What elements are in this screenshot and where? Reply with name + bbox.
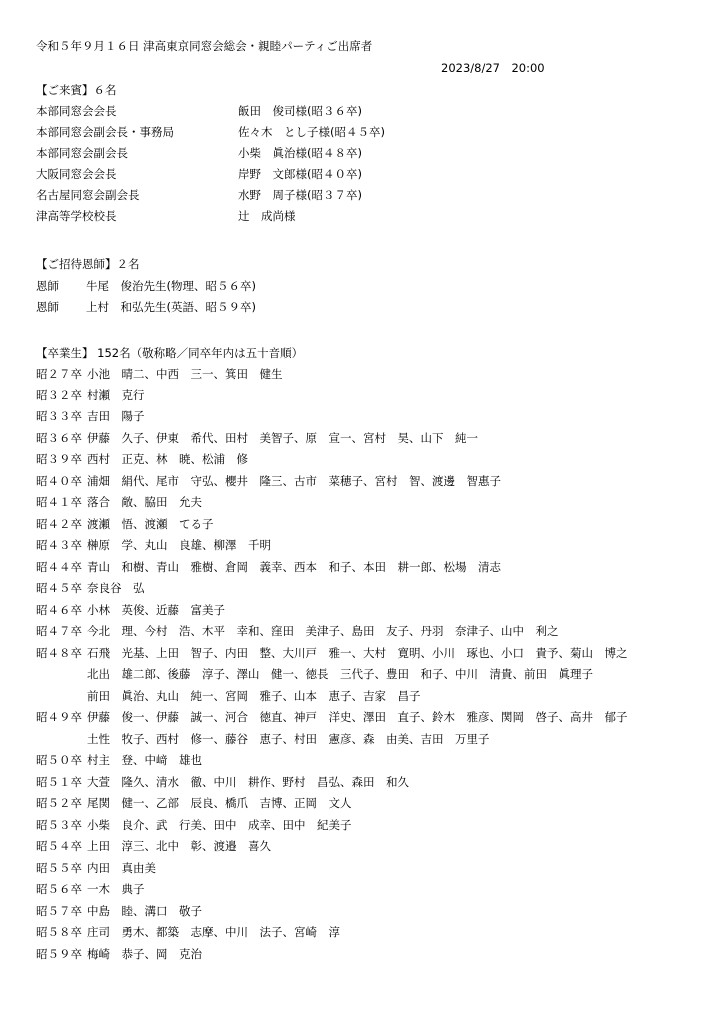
graduate-names: 村主 登、中﨑 雄也: [87, 753, 202, 767]
graduate-names: 浦畑 絹代、尾市 守弘、櫻井 隆三、古市 菜穂子、宮村 智、渡邊 智惠子: [87, 474, 501, 488]
graduation-year: 昭４１卒: [36, 495, 82, 509]
guest-role: 本部同窓会会長: [36, 104, 117, 118]
mentors-heading-text: 【ご招待恩師】２名: [36, 257, 140, 271]
graduate-names: 渡瀬 悟、渡瀬 てる子: [87, 517, 214, 531]
graduation-year: 昭５１卒: [36, 775, 82, 789]
graduation-year: 昭４４卒: [36, 560, 82, 574]
guest-name: 岸野 文郎様(昭４０卒): [238, 167, 362, 181]
graduation-year: 昭４３卒: [36, 538, 82, 552]
graduate-names: 村瀬 克行: [87, 388, 145, 402]
graduate-names: 小池 晴二、中西 三一、箕田 健生: [87, 367, 283, 381]
graduate-names: 梅崎 恭子、岡 克治: [87, 947, 202, 961]
graduation-year: 昭３６卒: [36, 431, 82, 445]
graduate-names: 土性 牧子、西村 修一、藤谷 恵子、村田 憲彦、森 由美、吉田 万里子: [87, 732, 490, 746]
graduation-year: 昭３９卒: [36, 452, 82, 466]
mentor-name: 牛尾 俊治先生(物理、昭５６卒): [86, 279, 256, 293]
graduate-names: 西村 正克、林 暁、松浦 修: [87, 452, 248, 466]
document-datetime: 2023/8/27 20:00: [441, 61, 545, 75]
graduate-names: 石飛 光基、上田 智子、内田 整、大川戸 雅一、大村 寛明、小川 琢也、小口 貴予、菊山 博之: [87, 646, 628, 660]
graduation-year: 昭５５卒: [36, 861, 82, 875]
guest-role: 津高等学校校長: [36, 209, 117, 223]
graduate-names: 尾関 健一、乙部 辰良、橋爪 吉博、正岡 文人: [87, 796, 352, 810]
graduation-year: 昭５２卒: [36, 796, 82, 810]
guests-heading-text: 【ご来賓】６名: [36, 83, 117, 97]
graduation-year: 昭２７卒: [36, 367, 82, 381]
graduate-names: 庄司 勇木、都築 志摩、中川 法子、宮崎 淳: [87, 925, 340, 939]
guest-role: 名古屋同窓会副会長: [36, 188, 140, 202]
graduate-names: 大萱 隆久、清水 徹、中川 耕作、野村 昌弘、森田 和久: [87, 775, 409, 789]
guest-role: 本部同窓会副会長・事務局: [36, 125, 174, 139]
graduation-year: 昭３２卒: [36, 388, 82, 402]
guest-role: 本部同窓会副会長: [36, 146, 128, 160]
graduation-year: 昭５４卒: [36, 839, 82, 853]
guest-role: 大阪同窓会会長: [36, 167, 117, 181]
guest-name: 小柴 眞治様(昭４８卒): [238, 146, 362, 160]
mentor-name: 上村 和弘先生(英語、昭５９卒): [86, 300, 256, 314]
graduate-names: 吉田 陽子: [87, 409, 145, 423]
graduate-names: 伊藤 久子、伊東 希代、田村 美智子、原 宣一、宮村 昊、山下 純一: [87, 431, 478, 445]
graduate-names: 伊藤 俊一、伊藤 誠一、河合 徳直、神戸 洋史、澤田 直子、鈴木 雅彦、関岡 啓子、高井 郁子: [87, 710, 628, 724]
graduate-names: 一木 典子: [87, 882, 145, 896]
graduate-names: 落合 敞、脇田 允夫: [87, 495, 202, 509]
graduate-names: 中島 睦、溝口 敬子: [87, 904, 202, 918]
graduation-year: 昭４９卒: [36, 710, 82, 724]
graduate-names: 榊原 学、丸山 良雄、柳澤 千明: [87, 538, 271, 552]
graduate-names: 奈良谷 弘: [87, 581, 145, 595]
graduation-year: 昭５３卒: [36, 818, 82, 832]
graduation-year: 昭４７卒: [36, 624, 82, 638]
mentor-role: 恩師: [36, 279, 59, 293]
graduation-year: 昭４２卒: [36, 517, 82, 531]
graduate-names: 北出 雄二郎、後藤 淳子、澤山 健一、徳長 三代子、豊田 和子、中川 清貴、前田 眞理子: [87, 667, 593, 681]
guest-name: 佐々木 とし子様(昭４５卒): [238, 125, 385, 139]
graduation-year: 昭４６卒: [36, 603, 82, 617]
graduation-year: 昭５０卒: [36, 753, 82, 767]
guest-name: 飯田 俊司様(昭３６卒): [238, 104, 362, 118]
graduation-year: 昭５６卒: [36, 882, 82, 896]
document-title: 令和５年９月１６日 津高東京同窓会総会・親睦パーティご出席者: [36, 39, 373, 53]
graduates-heading-text: 【卒業生】 152名（敬称略／同卒年内は五十音順）: [36, 346, 304, 360]
guest-name: 辻 成尚様: [238, 209, 296, 223]
graduate-names: 今北 理、今村 浩、木平 幸和、窪田 美津子、島田 友子、丹羽 奈津子、山中 利之: [87, 624, 559, 638]
graduation-year: 昭５８卒: [36, 925, 82, 939]
graduation-year: 昭４８卒: [36, 646, 82, 660]
graduate-names: 青山 和樹、青山 雅樹、倉岡 義幸、西本 和子、本田 耕一郎、松場 清志: [87, 560, 501, 574]
graduate-names: 前田 眞治、丸山 純一、宮岡 雅子、山本 恵子、吉家 昌子: [87, 689, 421, 703]
guest-name: 水野 周子様(昭３７卒): [238, 188, 362, 202]
graduation-year: 昭４５卒: [36, 581, 82, 595]
graduation-year: 昭５７卒: [36, 904, 82, 918]
graduate-names: 小柴 良介、武 行美、田中 成幸、田中 紀美子: [87, 818, 352, 832]
graduation-year: 昭３３卒: [36, 409, 82, 423]
graduation-year: 昭５９卒: [36, 947, 82, 961]
graduate-names: 内田 真由美: [87, 861, 156, 875]
graduate-names: 小林 英俊、近藤 富美子: [87, 603, 225, 617]
graduation-year: 昭４０卒: [36, 474, 82, 488]
graduate-names: 上田 淳三、北中 彰、渡邉 喜久: [87, 839, 271, 853]
mentor-role: 恩師: [36, 300, 59, 314]
